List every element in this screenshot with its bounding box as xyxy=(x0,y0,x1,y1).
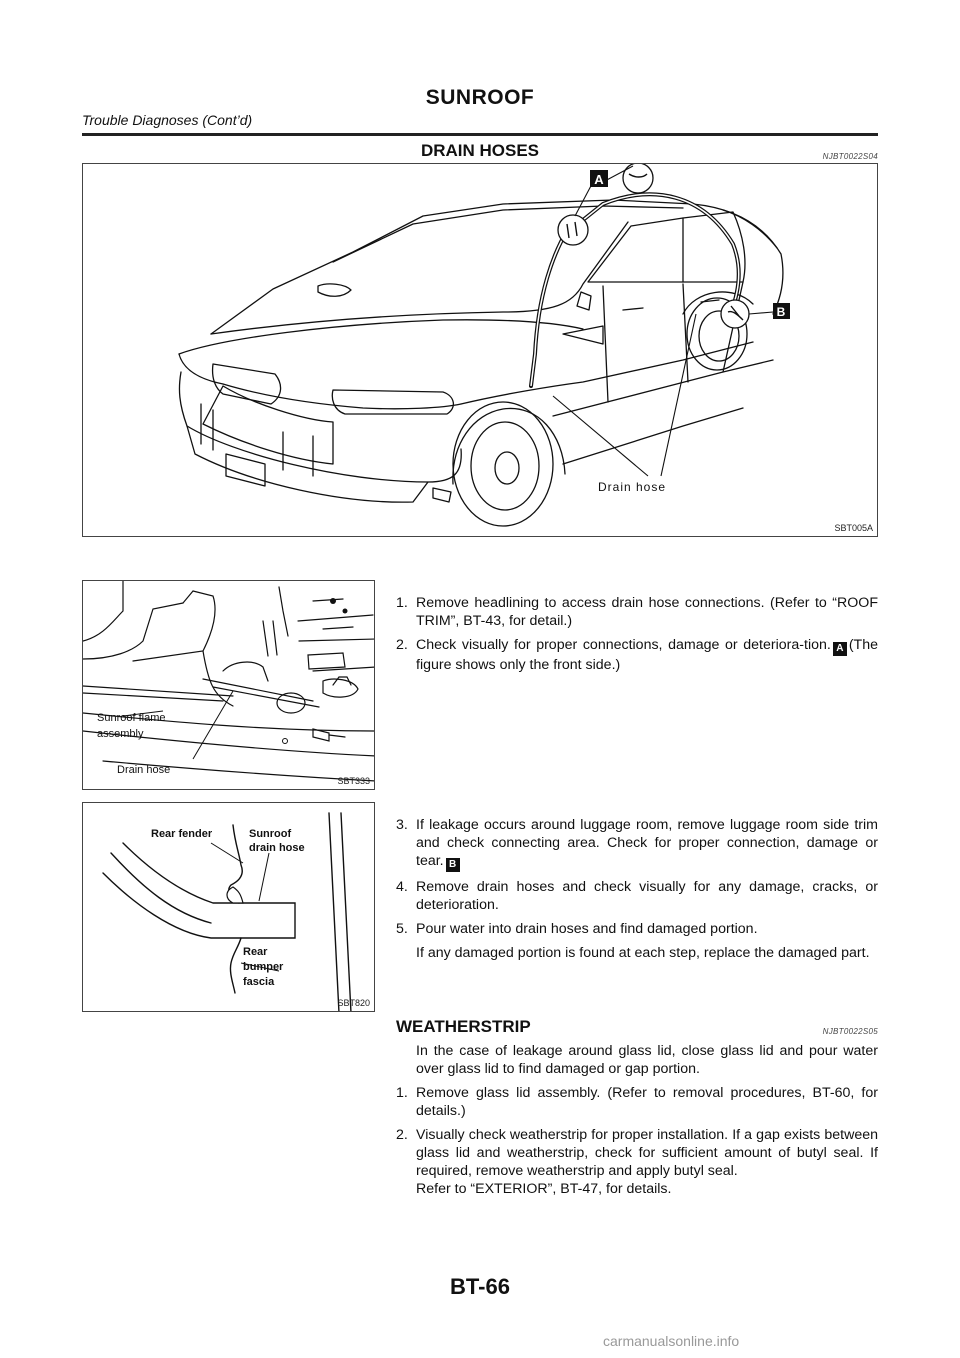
badge-b: B xyxy=(446,858,460,872)
steps-block-1 xyxy=(390,594,878,680)
label-sunroof: Sunroof xyxy=(249,828,292,840)
figure-rear-fender xyxy=(82,802,375,1012)
figure-id-sbt820: SBT820 xyxy=(337,998,370,1008)
figure-id-sbt333: SBT333 xyxy=(337,776,370,786)
step-4: 4. Remove drain hoses and check visually for any damage, cracks, or deterioration. xyxy=(396,879,878,913)
header-divider xyxy=(82,133,878,136)
figure-car-drain-hoses xyxy=(82,163,878,537)
section-code: NJBT0022S04 xyxy=(822,152,878,161)
section-code-2: NJBT0022S05 xyxy=(822,1027,878,1036)
label-fascia: fascia xyxy=(243,976,275,988)
ws-step-2: 2. Visually check weatherstrip for proper installation. If a gap exists between glass lid and weatherstrip, check for sufficient amount of butyl seal. If required, remove weatherstrip and apply butyl seal. xyxy=(396,1127,878,1179)
label-rear-fender: Rear fender xyxy=(151,828,213,840)
steps-block-2 xyxy=(390,816,878,968)
watermark: carmanualsonline.info xyxy=(603,1333,740,1349)
step-2: 2. Check visually for proper connections, damage or deteriora-tion. A (The figure shows only the front side.) xyxy=(396,637,878,673)
page-header-title: SUNROOF xyxy=(425,86,535,109)
section-title-drain-hoses: DRAIN HOSES xyxy=(420,141,540,160)
step-note: If any damaged portion is found at each step, replace the damaged part. xyxy=(416,945,870,961)
label-bumper: bumper xyxy=(243,961,284,973)
ws-step-1: 1. Remove glass lid assembly. (Refer to removal procedures, BT-60, for details.) xyxy=(396,1085,878,1119)
steps-block-3 xyxy=(390,1042,878,1204)
rear-fender-illustration xyxy=(83,803,375,1012)
label-sunroof-flame: Sunroof flame xyxy=(97,712,166,724)
label-assembly: assembly xyxy=(97,728,144,740)
badge-a: A xyxy=(833,642,847,656)
label-drain-hose-rear: drain hose xyxy=(249,842,305,854)
ws-refer: Refer to “EXTERIOR”, BT-47, for details. xyxy=(416,1181,672,1197)
step-1: 1. Remove headlining to access drain hose connections. (Refer to “ROOF TRIM”, BT-43, for detail.) xyxy=(396,595,878,629)
label-rear: Rear xyxy=(243,946,268,958)
figure-sunroof-frame xyxy=(82,580,375,790)
section-title-weatherstrip: WEATHERSTRIP xyxy=(396,1017,531,1036)
weatherstrip-intro: In the case of leakage around glass lid, close glass lid and pour water over glass lid to find damaged or gap portion. xyxy=(416,1043,878,1077)
figure-id-sbt005a: SBT005A xyxy=(834,523,873,533)
label-drain-hose: Drain hose xyxy=(598,480,667,494)
page-header-subtitle: Trouble Diagnoses (Cont’d) xyxy=(82,112,253,128)
marker-a: A xyxy=(594,172,604,187)
sunroof-frame-illustration xyxy=(83,581,375,790)
label-drain-hose-left: Drain hose xyxy=(117,764,171,776)
car-illustration xyxy=(83,164,878,537)
step-5: 5. Pour water into drain hoses and find damaged portion. xyxy=(396,921,758,937)
page-number: BT-66 xyxy=(450,1274,510,1299)
step-3: 3. If leakage occurs around luggage room, remove luggage room side trim and check connecting area. Check for proper connection, damage or tear. B xyxy=(396,817,878,870)
marker-b: B xyxy=(776,305,786,319)
